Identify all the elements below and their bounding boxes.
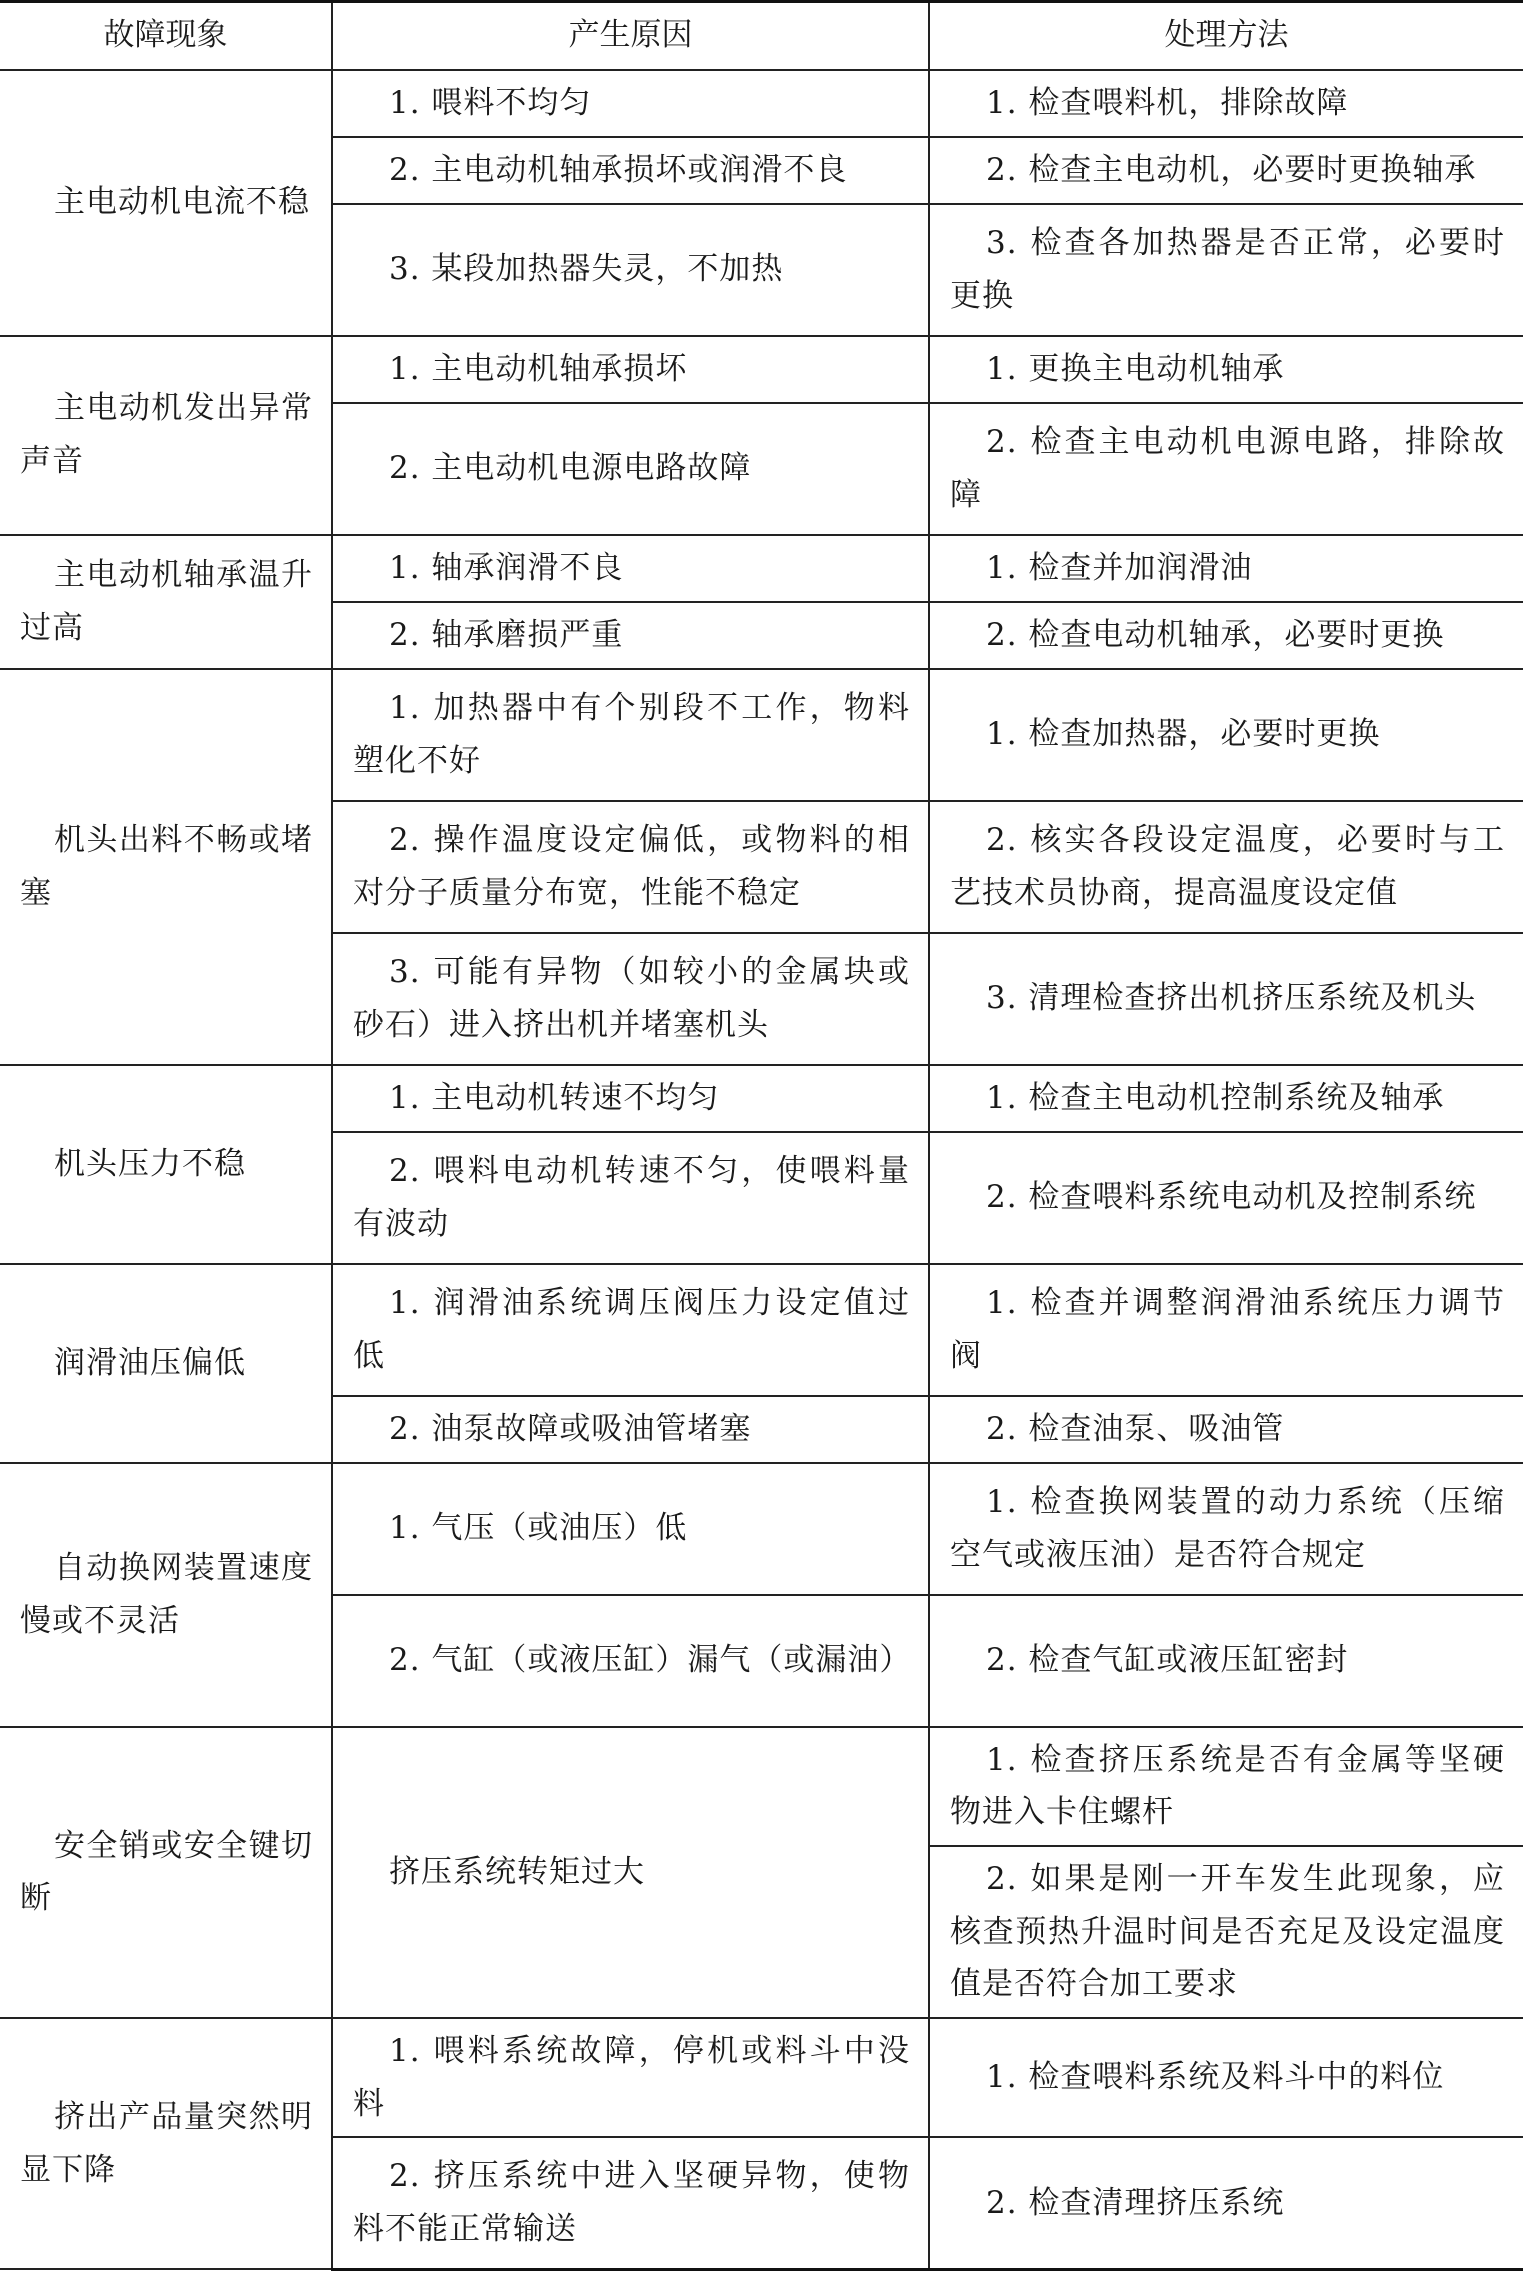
header-cause: 产生原因 <box>332 2 929 70</box>
cause-cell <box>332 1132 929 1264</box>
cause-cell <box>332 1463 929 1595</box>
cause-text: 2. 油泵故障或吸油管堵塞 <box>389 1410 752 1447</box>
method-text: 1. 更换主电动机轴承 <box>986 350 1285 387</box>
fault-cell <box>0 1463 332 1727</box>
table-row <box>0 2018 1523 2137</box>
method-cell <box>929 933 1523 1065</box>
cause-cell <box>332 1396 929 1463</box>
fault-text: 主电动机电流不稳 <box>54 184 310 221</box>
fault-text: 润滑油压偏低 <box>54 1344 246 1381</box>
fault-text: 机头出料不畅或堵塞 <box>20 821 313 911</box>
table-row <box>0 70 1523 137</box>
fault-cell <box>0 2018 332 2269</box>
method-text: 2. 检查喂料系统电动机及控制系统 <box>986 1179 1477 1216</box>
method-text: 2. 如果是刚一开车发生此现象，应核查预热升温时间是否充足及设定温度值是否符合加工要求 <box>950 1860 1505 2003</box>
method-cell <box>929 1264 1523 1396</box>
cause-cell <box>332 602 929 669</box>
cause-text: 2. 挤压系统中进入坚硬异物，使物料不能正常输送 <box>353 2158 910 2248</box>
cause-text: 2. 气缸（或液压缸）漏气（或漏油） <box>389 1642 912 1679</box>
method-cell <box>929 137 1523 204</box>
method-cell <box>929 1727 1523 1846</box>
cause-text: 1. 主电动机轴承损坏 <box>389 350 688 387</box>
fault-text: 安全销或安全键切断 <box>20 1827 313 1917</box>
cause-cell <box>332 1264 929 1396</box>
method-cell <box>929 1595 1523 1727</box>
fault-text: 自动换网装置速度慢或不灵活 <box>20 1549 313 1639</box>
fault-cell <box>0 669 332 1065</box>
method-cell <box>929 403 1523 535</box>
fault-text: 主电动机轴承温升过高 <box>20 556 313 646</box>
method-cell <box>929 1396 1523 1463</box>
method-text: 3. 检查各加热器是否正常，必要时更换 <box>950 224 1505 314</box>
method-text: 1. 检查主电动机控制系统及轴承 <box>986 1079 1445 1116</box>
method-text: 3. 清理检查挤出机挤压系统及机头 <box>986 980 1477 1017</box>
cause-cell <box>332 933 929 1065</box>
method-cell <box>929 535 1523 602</box>
method-cell <box>929 204 1523 336</box>
method-text: 1. 检查并调整润滑油系统压力调节阀 <box>950 1284 1505 1374</box>
method-cell <box>929 1463 1523 1595</box>
method-cell <box>929 1132 1523 1264</box>
method-text: 2. 检查电动机轴承，必要时更换 <box>986 616 1445 653</box>
fault-cell <box>0 535 332 669</box>
header-method: 处理方法 <box>929 2 1523 70</box>
cause-text: 3. 某段加热器失灵，不加热 <box>389 251 784 288</box>
method-text: 2. 检查清理挤压系统 <box>986 2184 1285 2221</box>
table-row <box>0 336 1523 403</box>
table-row <box>0 1264 1523 1396</box>
method-cell <box>929 669 1523 801</box>
table-row <box>0 1065 1523 1132</box>
fault-cell <box>0 1264 332 1463</box>
cause-cell <box>332 1595 929 1727</box>
method-cell <box>929 2137 1523 2269</box>
cause-text: 2. 主电动机轴承损坏或润滑不良 <box>389 151 848 188</box>
cause-cell <box>332 669 929 801</box>
cause-text: 2. 喂料电动机转速不匀，使喂料量有波动 <box>353 1152 910 1242</box>
fault-cell <box>0 1727 332 2018</box>
cause-cell <box>332 137 929 204</box>
cause-text: 1. 气压（或油压）低 <box>389 1510 688 1547</box>
method-text: 1. 检查加热器，必要时更换 <box>986 716 1381 753</box>
table-row <box>0 1463 1523 1595</box>
header-fault: 故障现象 <box>0 2 332 70</box>
method-text: 2. 检查主电动机电源电路，排除故障 <box>950 423 1505 513</box>
cause-text: 2. 轴承磨损严重 <box>389 616 624 653</box>
fault-text: 主电动机发出异常声音 <box>20 390 313 479</box>
cause-cell <box>332 336 929 403</box>
table-row <box>0 669 1523 801</box>
method-cell <box>929 336 1523 403</box>
cause-text: 1. 喂料不均匀 <box>389 84 592 121</box>
cause-text: 2. 操作温度设定偏低，或物料的相对分子质量分布宽，性能不稳定 <box>353 821 910 911</box>
method-text: 1. 检查喂料机，排除故障 <box>986 84 1349 121</box>
method-text: 1. 检查喂料系统及料斗中的料位 <box>986 2059 1445 2096</box>
fault-cell <box>0 1065 332 1264</box>
method-text: 2. 核实各段设定温度，必要时与工艺技术员协商，提高温度设定值 <box>950 821 1505 911</box>
table-row <box>0 1727 1523 1846</box>
cause-text: 1. 喂料系统故障，停机或料斗中没料 <box>353 2032 910 2122</box>
cause-cell <box>332 2137 929 2269</box>
method-text: 2. 检查气缸或液压缸密封 <box>986 1642 1349 1679</box>
header-row <box>0 2 1523 70</box>
method-text: 2. 检查主电动机，必要时更换轴承 <box>986 151 1477 188</box>
cause-text: 1. 加热器中有个别段不工作，物料塑化不好 <box>353 689 910 779</box>
cause-text: 3. 可能有异物（如较小的金属块或砂石）进入挤出机并堵塞机头 <box>353 953 910 1043</box>
method-cell <box>929 2018 1523 2137</box>
method-text: 2. 检查油泵、吸油管 <box>986 1410 1285 1447</box>
fault-text: 机头压力不稳 <box>54 1145 246 1182</box>
fault-cell <box>0 336 332 535</box>
method-text: 1. 检查换网装置的动力系统（压缩空气或液压油）是否符合规定 <box>950 1483 1505 1573</box>
cause-cell <box>332 801 929 933</box>
method-cell <box>929 602 1523 669</box>
cause-text: 2. 主电动机电源电路故障 <box>389 450 752 487</box>
cause-text: 1. 主电动机转速不均匀 <box>389 1079 720 1116</box>
method-cell <box>929 70 1523 137</box>
cause-text: 挤压系统转矩过大 <box>389 1853 645 1890</box>
method-text: 1. 检查并加润滑油 <box>986 549 1253 586</box>
cause-cell <box>332 70 929 137</box>
cause-cell <box>332 2018 929 2137</box>
fault-cell <box>0 70 332 336</box>
method-cell <box>929 1846 1523 2018</box>
cause-cell <box>332 1065 929 1132</box>
cause-text: 1. 轴承润滑不良 <box>389 549 624 586</box>
cause-cell <box>332 535 929 602</box>
fault-text: 挤出产品量突然明显下降 <box>20 2098 313 2188</box>
method-cell <box>929 1065 1523 1132</box>
cause-text: 1. 润滑油系统调压阀压力设定值过低 <box>353 1284 910 1374</box>
table-row <box>0 535 1523 602</box>
cause-cell <box>332 204 929 336</box>
cause-cell <box>332 403 929 535</box>
method-cell <box>929 801 1523 933</box>
method-text: 1. 检查挤压系统是否有金属等坚硬物进入卡住螺杆 <box>950 1741 1505 1831</box>
cause-cell <box>332 1727 929 2018</box>
